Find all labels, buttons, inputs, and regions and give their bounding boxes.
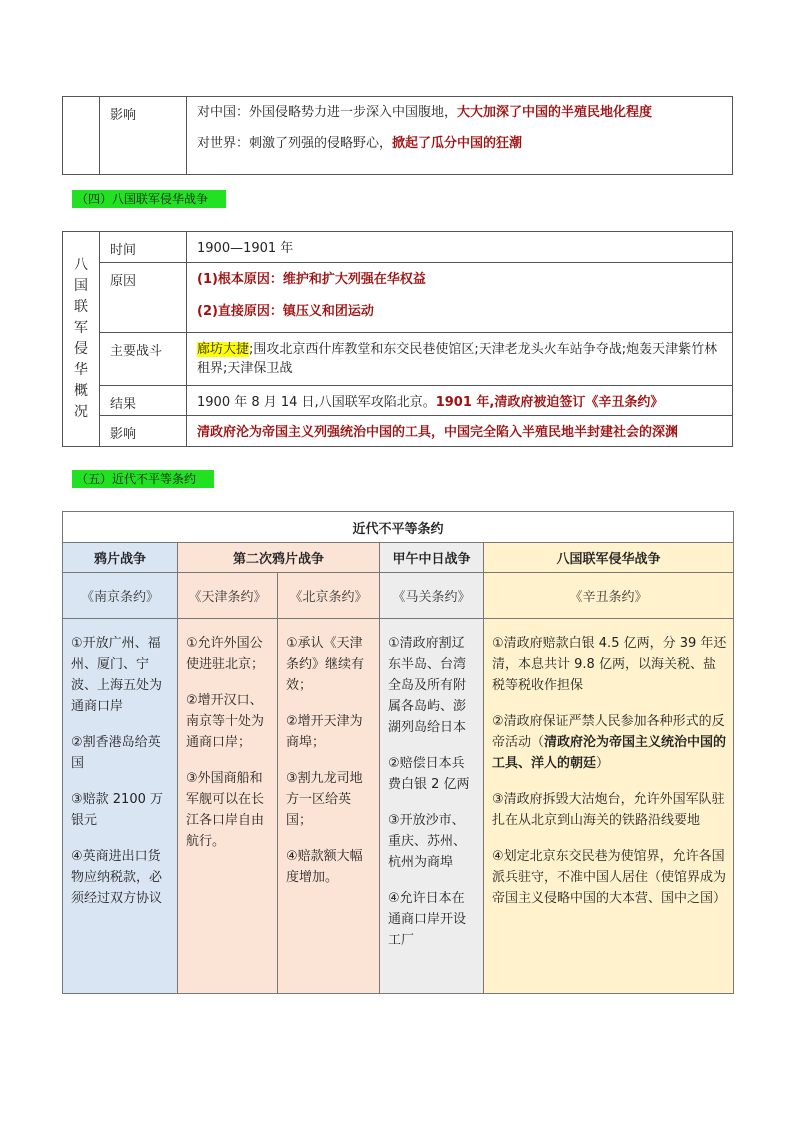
section-heading-4: （四）八国联军侵华战争 [72,190,226,208]
impact-label: 影响 [100,97,187,175]
empty-cell [63,97,100,175]
war-sino-japanese: 甲午中日战争 [380,543,484,573]
term: ②增开汉口、南京等十处为通商口岸； [186,693,265,750]
maguan-terms [380,619,484,994]
eight-nation-table [62,231,733,447]
beijing-terms [278,619,380,994]
war-second-opium: 第二次鸦片战争 [178,543,380,573]
impact-label-2: 影响 [100,416,187,447]
nanjing-terms [63,619,178,994]
impact-china-emph: 大大加深了中国的半殖民地化程度 [457,105,653,120]
battle-rest: ;围攻北京西什库教堂和东交民巷使馆区;天津老龙头火车站争夺战;炮轰天津紫竹林租界;天津保卫战 [197,342,718,376]
impact-table [62,96,733,175]
term: ④英商进出口货物应纳税款，必须经过双方协议 [71,849,163,906]
term: ③外国商船和军舰可以在长江各口岸自由航行。 [186,771,265,849]
term: ④划定北京东交民巷为使馆界，允许各国派兵驻守，不准中国人居住（使馆界成为帝国主义侵略中国的大本营、国中之国） [492,849,727,906]
side-title: 八 国 联 军 侵 华 概 况 [63,232,100,447]
war-eight-nation: 八国联军侵华战争 [484,543,734,573]
result-text: 1900 年 8 月 14 日,八国联军攻陷北京。 [197,395,436,410]
term: ④允许日本在通商口岸开设工厂 [388,891,467,948]
battle-value [187,333,733,386]
term: ②赔偿日本兵费白银 2 亿两 [388,756,470,792]
term: ②增开天津为商埠； [286,714,363,750]
treaty-maguan: 《马关条约》 [380,573,484,619]
term: ③开放沙市、重庆、苏州、杭州为商埠 [388,813,467,870]
cause-direct: (2)直接原因：镇压义和团运动 [197,304,374,319]
term: ①允许外国公使进驻北京； [186,636,265,672]
term [492,711,727,774]
time-label: 时间 [100,232,187,263]
term-text: ） [596,756,610,771]
term: ①开放广州、福州、厦门、宁波、上海五处为通商口岸 [71,636,163,714]
treaty-xinchou: 《辛丑条约》 [484,573,734,619]
term: ②割香港岛给英国 [71,735,161,771]
xinchou-terms [484,619,734,994]
treaty-nanjing: 《南京条约》 [63,573,178,619]
term-text: ②清政府保证严禁人民参加各种形式的反帝活动（ [492,714,725,750]
impact-world-text: 对世界：刺激了列强的侵略野心， [197,136,393,151]
impact-world [197,136,732,151]
treaty-table [62,511,734,994]
result-value [187,386,733,416]
result-label: 结果 [100,386,187,416]
term: ①承认《天津条约》继续有效； [286,636,365,693]
term: ③赔款 2100 万银元 [71,792,164,828]
term: ③割九龙司地方一区给英国； [286,771,363,828]
impact-china-text: 对中国：外国侵略势力进一步深入中国腹地， [197,105,458,120]
battle-highlight: 廊坊大捷 [197,342,250,357]
impact-china [197,105,732,120]
cause-value [187,263,733,333]
term: ①清政府赔款白银 4.5 亿两，分 39 年还清，本息共计 9.8 亿两，以海关税、盐税等税收作担保 [492,636,727,693]
result-emph: 1901 年,清政府被迫签订《辛丑条约》 [435,395,664,410]
cause-label: 原因 [100,263,187,333]
battle-label: 主要战斗 [100,333,187,386]
treaty-table-title: 近代不平等条约 [63,512,734,543]
term-emph: 清政府沦为帝国主义统治中国的工具、洋人的朝廷 [492,735,727,771]
cause-root: (1)根本原因：维护和扩大列强在华权益 [197,272,426,287]
term: ④赔款额大幅度增加。 [286,849,363,885]
impact-content [187,97,733,175]
term: ③清政府拆毁大沽炮台，允许外国军队驻扎在从北京到山海关的铁路沿线要地 [492,792,725,828]
impact-world-emph: 掀起了瓜分中国的狂潮 [392,136,523,151]
treaty-beijing: 《北京条约》 [278,573,380,619]
time-value: 1900—1901 年 [187,232,733,263]
term: ①清政府割辽东半岛、台湾全岛及所有附属各岛屿、澎湖列岛给日本 [388,636,467,735]
treaty-tianjin: 《天津条约》 [178,573,278,619]
tianjin-terms [178,619,278,994]
impact-value-2: 清政府沦为帝国主义列强统治中国的工具，中国完全陷入半殖民地半封建社会的深渊 [187,416,733,447]
section-heading-5: （五）近代不平等条约 [72,470,214,488]
war-opium: 鸦片战争 [63,543,178,573]
